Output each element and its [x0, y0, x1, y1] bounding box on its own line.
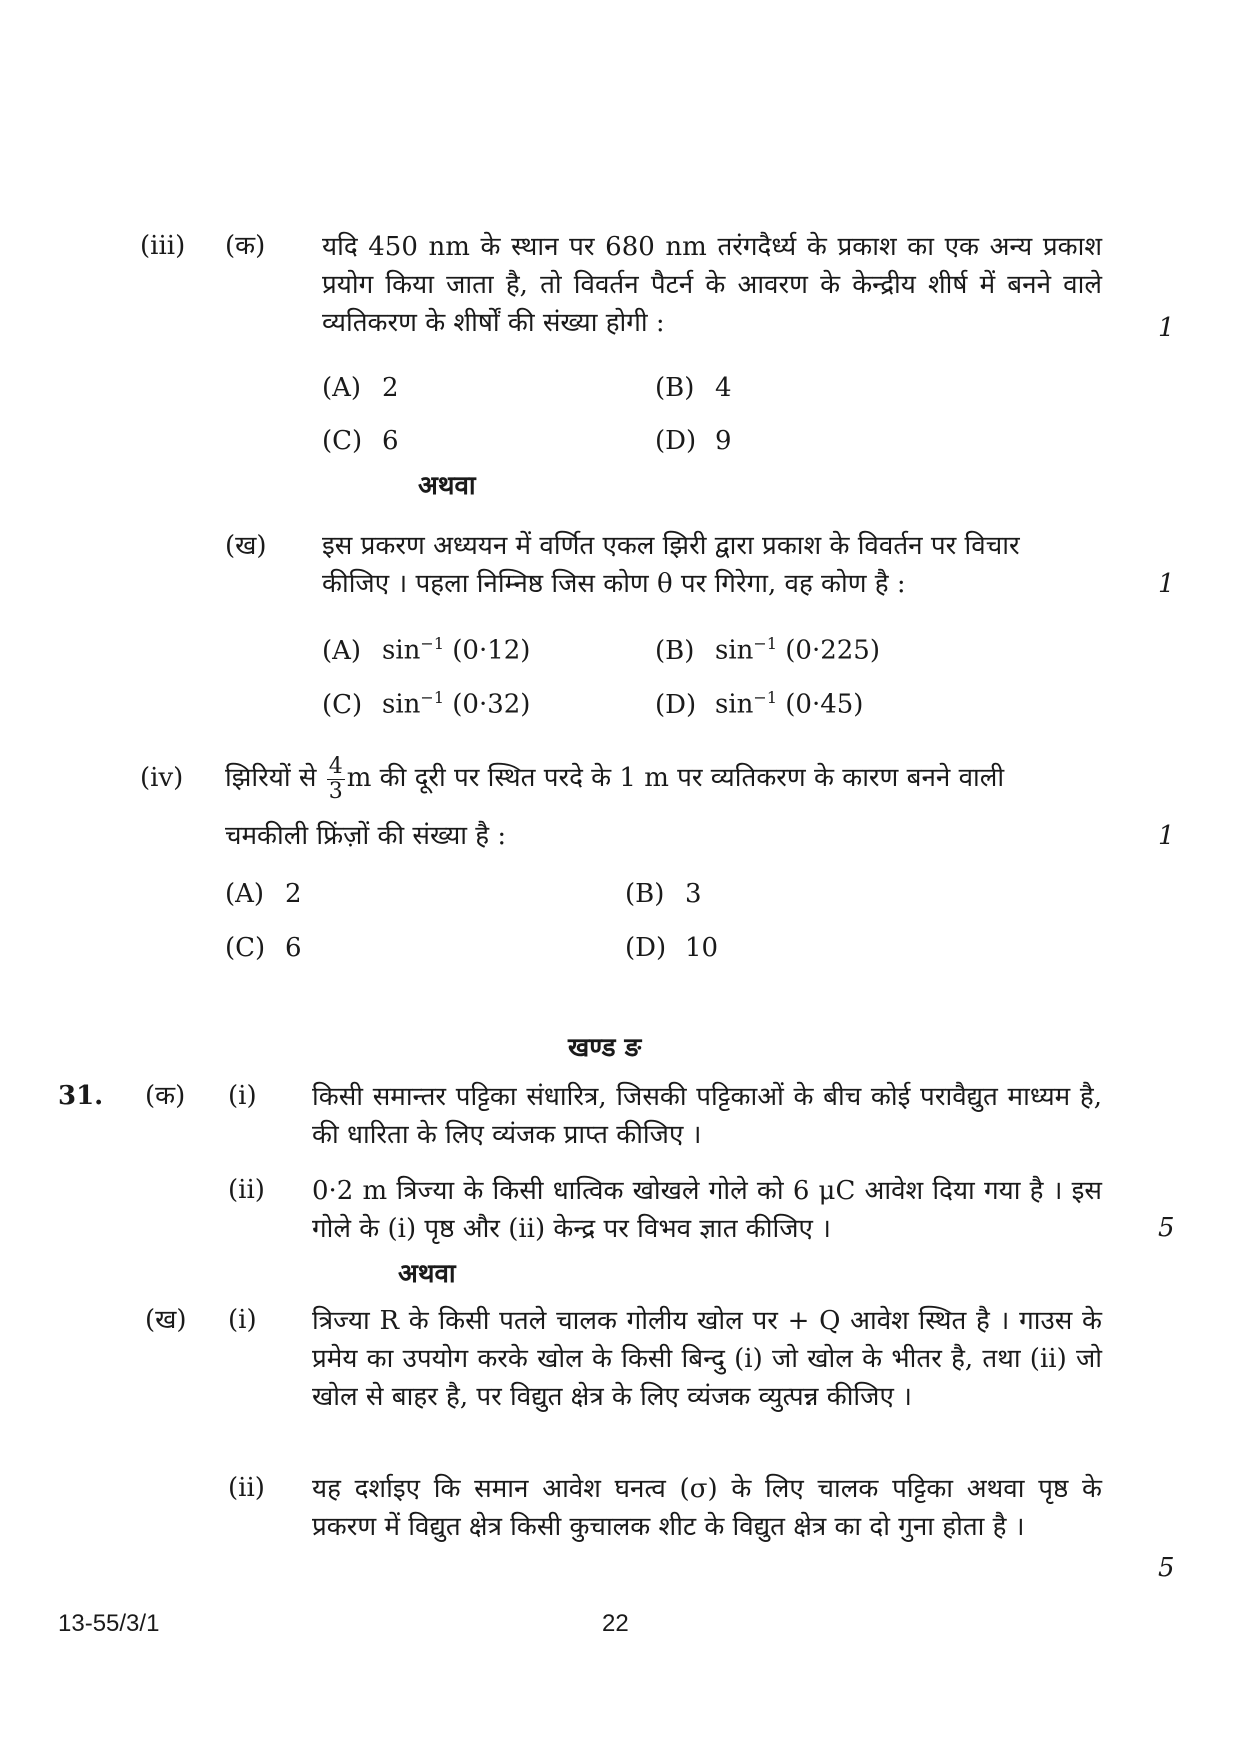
question-31-ka-i-text: किसी समान्तर पट्टिका संधारित्र, जिसकी पट्टिकाओं के बीच कोई परावैद्युत माध्यम है, की धारिता के लिए व्यंजक प्राप्त कीजिए । [312, 1082, 1102, 1150]
marks-iv: 1 [1158, 821, 1175, 851]
or-label: अथवा [398, 1259, 456, 1289]
option-d-sin: (D) $\sin^{-1} (0\cdot 45)$ [655, 688, 864, 720]
question-iv-label: (iv) [140, 763, 184, 793]
option-b: (B) 4 [655, 373, 732, 403]
fraction: $\frac{4}{3}$ [328, 753, 343, 804]
option-kha-label: (ख) [145, 1305, 187, 1335]
option-c-sin: (C) $\sin^{-1} (0\cdot 32)$ [322, 688, 531, 720]
subpart-i-label: (i) [228, 1081, 257, 1111]
question-iv-line1: झिरियों से $\frac{4}{3}$ m की दूरी पर स्थित परदे के 1 m पर व्यतिकरण के कारण बनने वाली [225, 753, 1005, 804]
or-label: अथवा [418, 471, 476, 501]
option-a-sin: (A) $\sin^{-1} (0\cdot 12)$ [322, 634, 531, 666]
question-iii-label: (iii) [140, 231, 186, 261]
question-31-kha-ii-text: यह दर्शाइए कि समान आवेश घनत्व (σ) के लिए चालक पट्टिका अथवा पृष्ठ के प्रकरण में विद्युत क्षेत्र किसी कुचालक शीट के विद्युत क्षेत्र का दो गुना होता है । [312, 1474, 1102, 1542]
option-b-sin: (B) $\sin^{-1} (0\cdot 225)$ [655, 634, 880, 666]
section-heading: खण्ड ङ [568, 1033, 642, 1063]
page-number: 22 [602, 1610, 629, 1637]
option-c: (C) 6 [322, 426, 399, 456]
paper-code: 13-55/3/1 [58, 1610, 160, 1637]
option-d: (D) 10 [625, 933, 719, 963]
question-number: 31. [58, 1081, 104, 1111]
option-c: (C) 6 [225, 933, 302, 963]
option-kha-label: (ख) [225, 531, 267, 561]
marks-iii-kha: 1 [1158, 569, 1175, 599]
subpart-ii-label: (ii) [228, 1473, 265, 1503]
option-a: (A) 2 [322, 373, 399, 403]
question-31-ka-ii-text: 0·2 m त्रिज्या के किसी धात्विक खोखले गोले को 6 μC आवेश दिया गया है । इस गोले के (i) पृष्ठ और (ii) केन्द्र पर विभव ज्ञात कीजिए । [312, 1176, 1102, 1244]
option-d: (D) 9 [655, 426, 732, 456]
option-a: (A) 2 [225, 879, 302, 909]
question-iii-kha-line1: इस प्रकरण अध्ययन में वर्णित एकल झिरी द्वारा प्रकाश के विवर्तन पर विचार [322, 531, 1020, 561]
marks-iii-ka: 1 [1158, 313, 1175, 343]
option-ka-label: (क) [225, 231, 266, 261]
subpart-ii-label: (ii) [228, 1175, 265, 1205]
option-ka-label: (क) [145, 1081, 186, 1111]
question-iv-line2: चमकीली फ्रिंज़ों की संख्या है : [225, 821, 507, 851]
marks-31-kha: 5 [1158, 1553, 1175, 1583]
marks-31-ka: 5 [1158, 1213, 1175, 1243]
option-b: (B) 3 [625, 879, 702, 909]
question-31-kha-i-text: त्रिज्या R के किसी पतले चालक गोलीय खोल पर + Q आवेश स्थित है । गाउस के प्रमेय का उपयोग करके खोल के किसी बिन्दु (i) जो खोल के भीतर है, तथा (ii) जो खोल से बाहर है, पर विद्युत क्षेत्र के लिए व्यंजक व्युत्पन्न कीजिए । [312, 1306, 1102, 1412]
question-iii-kha-line2: कीजिए । पहला निम्निष्ठ जिस कोण θ पर गिरेगा, वह कोण है : [322, 569, 906, 599]
question-iii-ka-text: यदि 450 nm के स्थान पर 680 nm तरंगदैर्ध्य के प्रकाश का एक अन्य प्रकाश प्रयोग किया जाता है, तो विवर्तन पैटर्न के आवरण के केन्द्रीय शीर्ष में बनने वाले व्यतिकरण के शीर्षों की संख्या होगी : [322, 232, 1102, 338]
subpart-i-label: (i) [228, 1305, 257, 1335]
